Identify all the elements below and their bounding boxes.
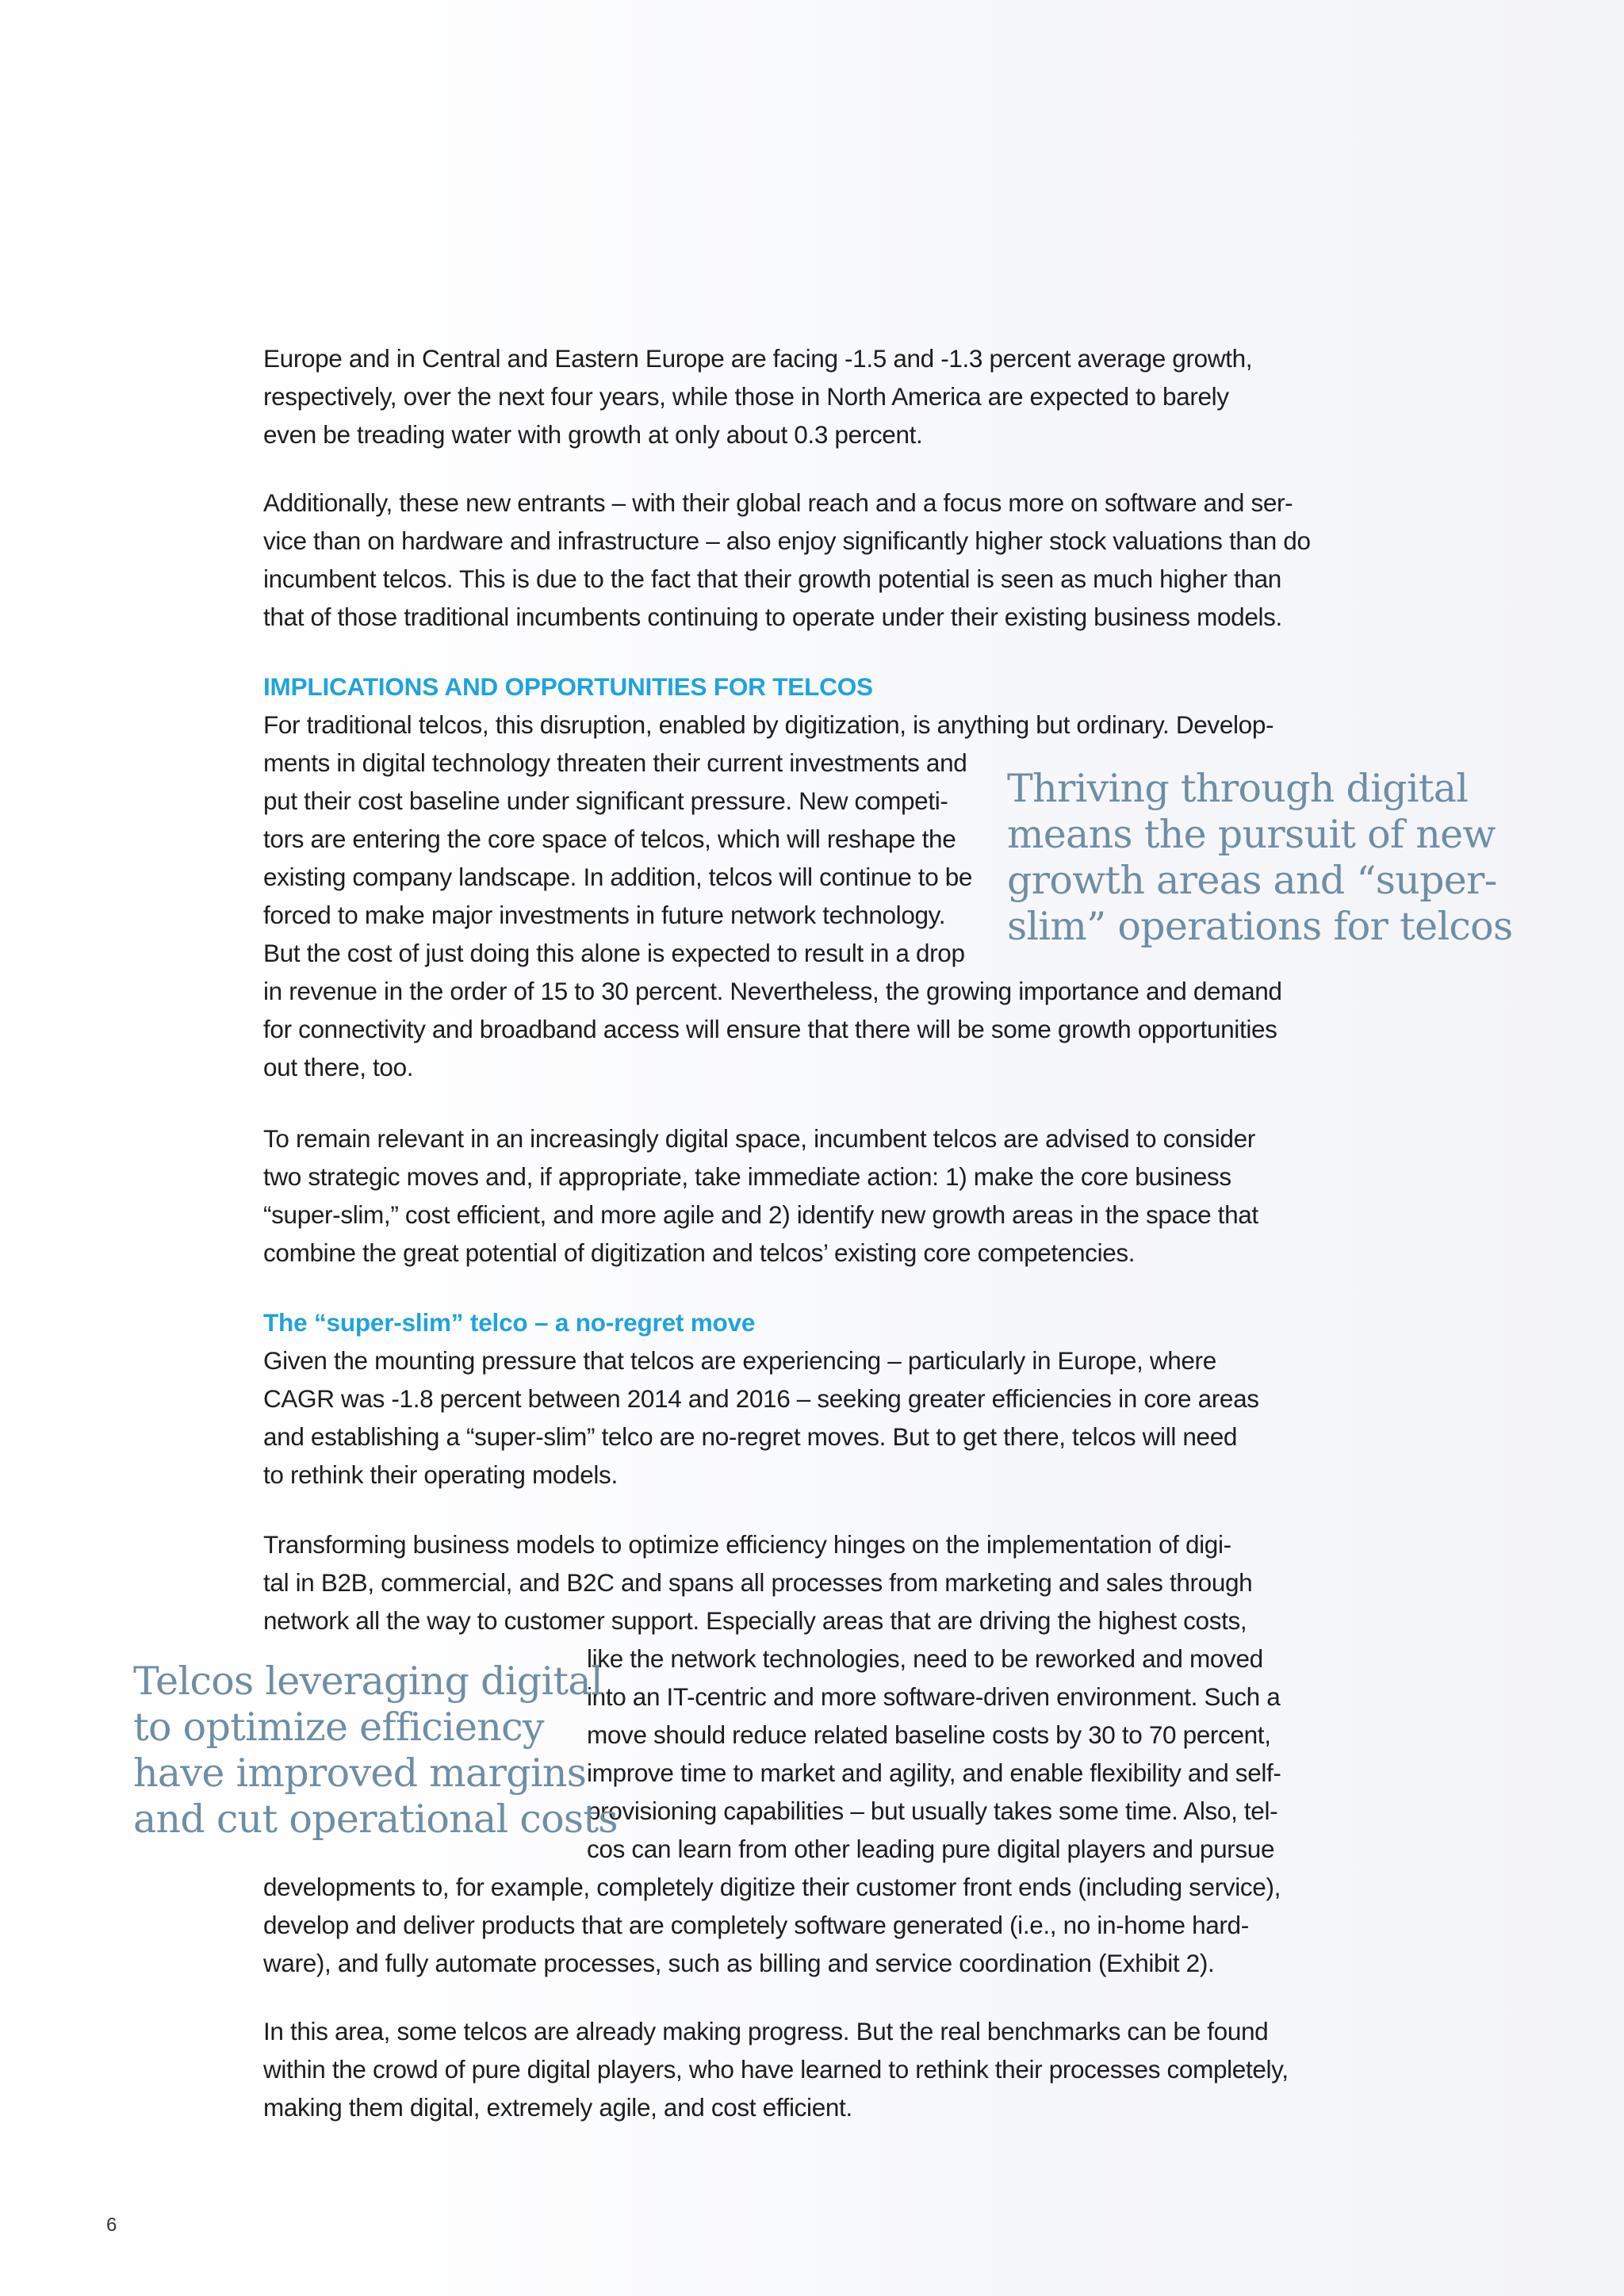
pull-quote-line: Thriving through digital — [1007, 766, 1469, 811]
body-paragraph-6-bottom — [263, 1868, 1281, 1982]
text-line: provisioning capabilities – but usually takes some time. Also, tel- — [587, 1797, 1278, 1825]
body-paragraph-1 — [263, 339, 1252, 453]
text-line: “super-slim,” cost efficient, and more agile and 2) identify new growth areas in the space that — [263, 1200, 1258, 1229]
pull-quote-thriving — [1007, 766, 1512, 950]
text-line: For traditional telcos, this disruption, enabled by digitization, is anything but ordinary. Develop- — [263, 710, 1274, 739]
text-line: into an IT-centric and more software-driven environment. Such a — [587, 1682, 1281, 1711]
text-line: put their cost baseline under significant pressure. New competi- — [263, 786, 948, 815]
text-line: respectively, over the next four years, while those in North America are expected to barely — [263, 382, 1229, 411]
text-line: vice than on hardware and infrastructure – also enjoy significantly higher stock valuations than do — [263, 526, 1311, 555]
text-line: cos can learn from other leading pure digital players and pursue — [587, 1835, 1275, 1863]
text-line: To remain relevant in an increasingly digital space, incumbent telcos are advised to consider — [263, 1124, 1255, 1153]
text-line: to rethink their operating models. — [263, 1460, 618, 1489]
text-line: forced to make major investments in future network technology. — [263, 901, 946, 929]
pull-quote-line: Telcos leveraging digital — [133, 1659, 603, 1704]
text-line: In this area, some telcos are already making progress. But the real benchmarks can be found — [263, 2017, 1269, 2045]
text-line: move should reduce related baseline costs by 30 to 70 percent, — [587, 1720, 1271, 1749]
section-heading-implications: IMPLICATIONS AND OPPORTUNITIES FOR TELCOS — [263, 672, 873, 701]
body-paragraph-6-wrapped — [587, 1640, 1281, 1868]
body-paragraph-2 — [263, 484, 1311, 636]
pull-quote-line: to optimize efficiency — [133, 1705, 544, 1750]
text-line: CAGR was -1.8 percent between 2014 and 2016 – seeking greater efficiencies in core areas — [263, 1384, 1259, 1413]
text-line: Given the mounting pressure that telcos are experiencing – particularly in Europe, where — [263, 1346, 1216, 1375]
pull-quote-line: and cut operational costs — [133, 1797, 618, 1842]
text-line: for connectivity and broadband access will ensure that there will be some growth opportunities — [263, 1015, 1277, 1043]
text-line: that of those traditional incumbents continuing to operate under their existing business models. — [263, 603, 1282, 631]
pull-quote-line: slim” operations for telcos — [1007, 904, 1513, 949]
page-number: 6 — [106, 2214, 117, 2236]
text-line: within the crowd of pure digital players, who have learned to rethink their processes completely, — [263, 2055, 1289, 2084]
text-line: tors are entering the core space of telcos, which will reshape the — [263, 825, 956, 853]
text-line: making them digital, extremely agile, and cost efficient. — [263, 2093, 852, 2122]
text-line: improve time to market and agility, and enable flexibility and self- — [587, 1758, 1281, 1787]
pull-quote-leveraging — [133, 1659, 618, 1843]
text-line: two strategic moves and, if appropriate, take immediate action: 1) make the core business — [263, 1162, 1231, 1191]
text-line: out there, too. — [263, 1053, 414, 1081]
text-line: tal in B2B, commercial, and B2C and spans all processes from marketing and sales through — [263, 1568, 1253, 1597]
text-line: in revenue in the order of 15 to 30 percent. Nevertheless, the growing importance and demand — [263, 977, 1282, 1005]
text-line: ware), and fully automate processes, such as billing and service coordination (Exhibit 2). — [263, 1949, 1215, 1977]
text-line: like the network technologies, need to be reworked and moved — [587, 1644, 1263, 1673]
pull-quote-line: have improved margins — [133, 1751, 587, 1796]
text-line: existing company landscape. In addition, telcos will continue to be — [263, 863, 973, 891]
text-line: develop and deliver products that are completely software generated (i.e., no in-home hard- — [263, 1911, 1249, 1939]
text-line: developments to, for example, completely digitize their customer front ends (including service), — [263, 1873, 1281, 1901]
text-line: network all the way to customer support. Especially areas that are driving the highest costs, — [263, 1606, 1247, 1635]
text-line: even be treading water with growth at only about 0.3 percent. — [263, 420, 923, 449]
text-line: Transforming business models to optimize efficiency hinges on the implementation of digi- — [263, 1530, 1231, 1559]
body-paragraph-4 — [263, 1119, 1258, 1272]
pull-quote-line: means the pursuit of new — [1007, 812, 1496, 857]
section-heading-super-slim: The “super-slim” telco – a no-regret move — [263, 1308, 756, 1337]
text-line: and establishing a “super-slim” telco are no-regret moves. But to get there, telcos will need — [263, 1422, 1238, 1451]
text-line: ments in digital technology threaten their current investments and — [263, 748, 967, 777]
text-line: Europe and in Central and Eastern Europe are facing -1.5 and -1.3 percent average growth, — [263, 344, 1253, 373]
text-line: But the cost of just doing this alone is expected to result in a drop — [263, 939, 965, 967]
body-paragraph-5 — [263, 1341, 1259, 1494]
body-paragraph-7 — [263, 2012, 1289, 2126]
text-line: combine the great potential of digitization and telcos’ existing core competencies. — [263, 1238, 1136, 1267]
pull-quote-line: growth areas and “super- — [1007, 858, 1497, 903]
body-paragraph-6-top — [263, 1525, 1252, 1640]
text-line: incumbent telcos. This is due to the fact that their growth potential is seen as much higher than — [263, 564, 1281, 593]
text-line: Additionally, these new entrants – with their global reach and a focus more on software and ser- — [263, 488, 1293, 517]
